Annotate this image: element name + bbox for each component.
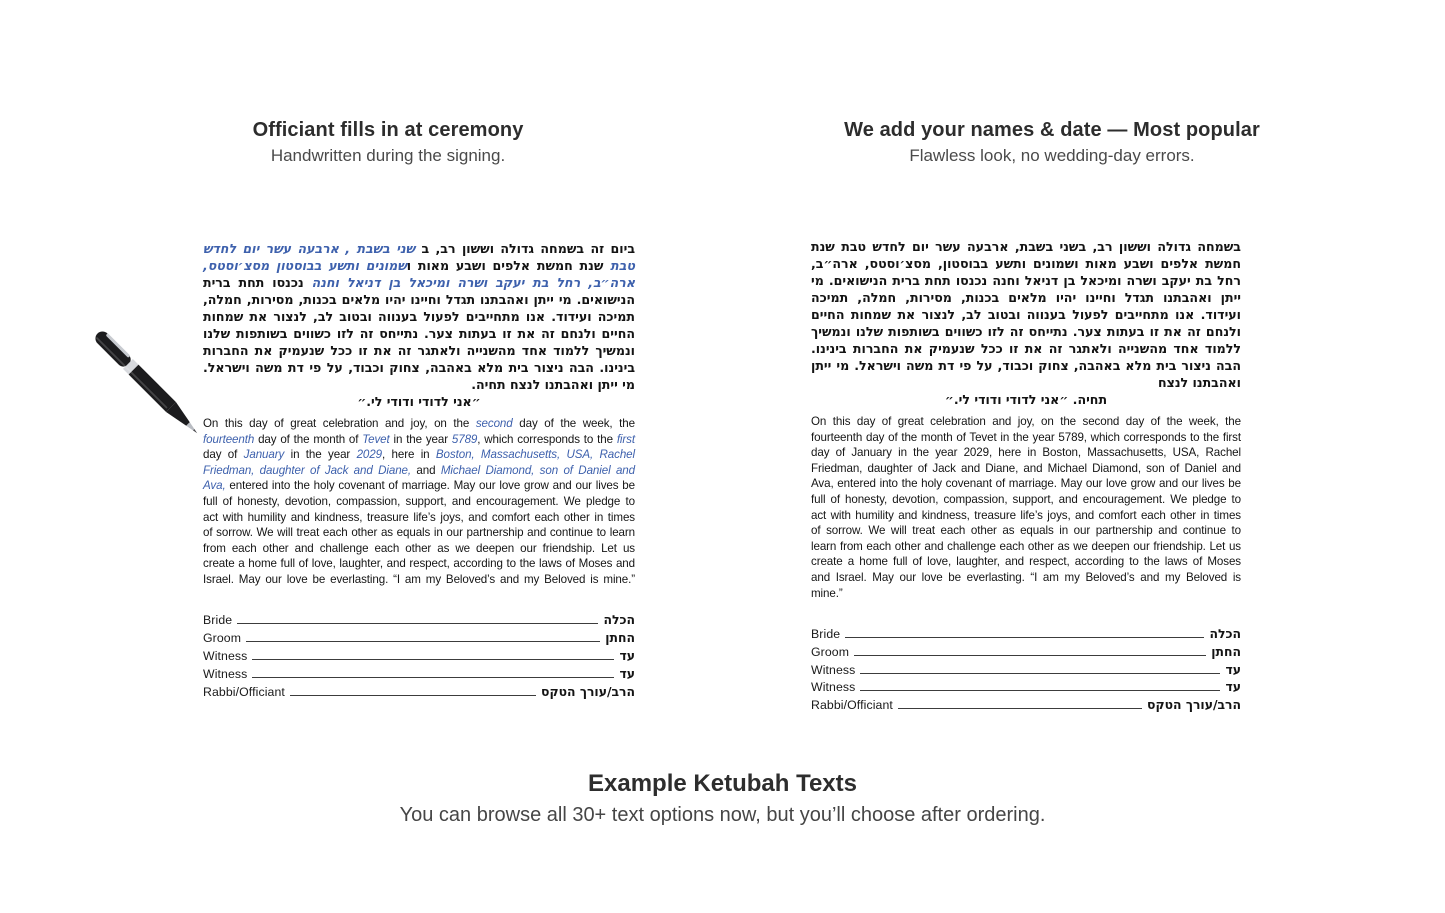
ballpoint-pen-icon (72, 308, 222, 458)
signature-label-en: Bride (811, 626, 841, 641)
signature-label-en: Rabbi/Officiant (811, 698, 893, 713)
signature-label-he: הרב/עורך הטקס (541, 683, 635, 699)
signature-line (860, 690, 1220, 691)
left-column-header (138, 119, 638, 166)
hebrew-quote: תחיה. ״אני לדודי ודודי לי.״ (944, 392, 1108, 407)
signature-line (898, 708, 1142, 709)
signature-row-groom (203, 627, 635, 645)
hebrew-text: בשמחה גדולה וששון רב, בשני בשבת, ארבעה עשר יום לחדש טבת שנת חמשת אלפים ושבע מאות ושמונים ותשע בבוסטון, מסצ׳וסטס, ארה״ב, רחל בת יעקב ושרה ומיכאל בן דניאל וחנה נכנסו תחת ברית הנישואים. מי ייתן ואהבתנו תגדל וחיינו יהיו מלאים בכנות, מסירות, חמלה, תמיכה ועידוד. אנו מתחייבים לפעול בענווה ובטוב לב, לנצור את שמחות החיים ולנחם זה את זו בעתות צער. נתייחס זה לזו כשווים בשותפות שלנו ונמשיך ללמוד אחד מהשנייה ולאתגר זה את זו ככל שנעמיק את החברות בינינו. הבה ניצור בית מלא באהבה, צחוק וכבוד, על פי דת משה וישראל. מי ייתן ואהבתנו לנצח (811, 239, 1241, 390)
signature-label-he: החתן (605, 630, 635, 646)
right-column-subtitle: Flawless look, no wedding-day errors. (909, 146, 1195, 165)
signature-label-he: הכלה (1209, 625, 1241, 641)
ketubah-preview-printed (811, 238, 1241, 712)
signature-label-en: Groom (203, 631, 242, 646)
signature-label-en: Bride (203, 613, 233, 628)
signature-label-en: Witness (203, 666, 248, 681)
signature-block (811, 623, 1241, 712)
right-column-header (802, 119, 1302, 166)
section-subtitle: You can browse all 30+ text options now, but you’ll choose after ordering. (399, 804, 1046, 826)
signature-label-en: Witness (203, 648, 248, 663)
signature-row-bride (203, 610, 635, 628)
signature-label-he: הכלה (603, 612, 635, 628)
signature-label-he: עד (1225, 661, 1241, 677)
signature-label-he: החתן (1211, 643, 1241, 659)
signature-label-en: Groom (811, 644, 850, 659)
left-column-subtitle: Handwritten during the signing. (270, 146, 506, 165)
signature-label-en: Witness (811, 662, 856, 677)
signature-line (252, 677, 614, 678)
signature-row-witness-2 (811, 677, 1241, 695)
signature-line (252, 659, 614, 660)
signature-line (237, 623, 598, 624)
signature-row-bride (811, 623, 1241, 641)
signature-row-rabbi-officiant (811, 694, 1241, 712)
signature-line (246, 641, 600, 642)
signature-label-en: Rabbi/Officiant (203, 684, 285, 699)
ketubah-preview-handwritten (203, 240, 635, 699)
hebrew-text: ביום זה בשמחה גדולה וששון רב, ב שני בשבת , ארבעה עשר יום לחדש טבת שנת חמשת אלפים ושבע מאות ושמונים ותשע בבוסטון מסצ׳וסטס, ארה״ב, רחל בת יעקב ושרה ומיכאל בן דניאל וחנה נכנסו תחת ברית הנישואים. מי ייתן ואהבתנו תגדל וחיינו יהיו מלאים בכנות, מסירות, חמלה, תמיכה ועידוד. אנו מתחייבים לפעול בענווה ובטוב לב, לנצור את שמחות החיים ולנחם זה את זו בעתות צער. נתייחס זה לזו כשווים בשותפות שלנו ונמשיך ללמוד אחד מהשנייה ולאתגר זה את זו ככל שנעמיק את החברות בינינו. הבה ניצור בית מלא באהבה, צחוק וכבוד, על פי דת משה וישראל. מי ייתן ואהבתנו לנצח תחיה. (203, 241, 636, 392)
right-column-title: We add your names & date — Most popular (844, 119, 1260, 141)
signature-label-he: עד (619, 647, 635, 663)
signature-row-groom (811, 641, 1241, 659)
signature-label-he: עד (619, 665, 635, 681)
signature-row-witness-1 (811, 659, 1241, 677)
signature-row-rabbi-officiant (203, 681, 635, 699)
hebrew-quote: ״אני לדודי ודודי לי.״ (357, 394, 481, 409)
signature-label-he: עד (1225, 679, 1241, 695)
left-column-title: Officiant fills in at ceremony (252, 119, 524, 141)
signature-line (860, 673, 1220, 674)
signature-block (203, 610, 635, 699)
signature-line (290, 695, 536, 696)
section-footer (0, 770, 1445, 827)
signature-label-he: הרב/עורך הטקס (1147, 697, 1241, 713)
signature-label-en: Witness (811, 680, 856, 695)
signature-line (854, 655, 1206, 656)
signature-line (845, 637, 1204, 638)
signature-row-witness-1 (203, 645, 635, 663)
english-text: On this day of great celebration and joy, on the second day of the week, the fourteenth day of the month of Tevet in the year 5789, which corresponds to the first day of January in the year 2029, here in Boston, Massachusetts, USA, Rachel Friedman, daughter of Jack and Diane, and Michael Diamond, son of Daniel and Ava, entered into the holy covenant of marriage. May our love grow and our lives be full of honesty, devotion, compassion, support, and encouragement. We pledge to act with humility and kindness, treasure life’s joys, and comfort each other in times of sorrow. We will treat each other as equals in our partnership and continue to learn from each other and challenge each other as we deepen our friendship. Let us create a home full of love, laughter, and respect, according to the laws of Moses and Israel. May our love be everlasting. “I am my Beloved’s and my Beloved is mine.” (811, 415, 1241, 600)
english-text: On this day of great celebration and joy, on the second day of the week, the fourteenth day of the month of Tevet in the year 5789, which corresponds to the first day of January in the year 2029, here in Boston, Massachusetts, USA, Rachel Friedman, daughter of Jack and Diane, and Michael Diamond, son of Daniel and Ava, entered into the holy covenant of marriage. May our love grow and our lives be full of honesty, devotion, compassion, support, and encouragement. We pledge to act with humility and kindness, treasure life’s joys, and comfort each other in times of sorrow. We will treat each other as equals in our partnership and continue to learn from each other and challenge each other as we deepen our friendship. Let us create a home full of love, laughter, and respect, according to the laws of Moses and Israel. May our love be everlasting. “I am my Beloved’s and my Beloved is mine.” (203, 417, 636, 586)
signature-row-witness-2 (203, 663, 635, 681)
section-title: Example Ketubah Texts (588, 770, 857, 797)
